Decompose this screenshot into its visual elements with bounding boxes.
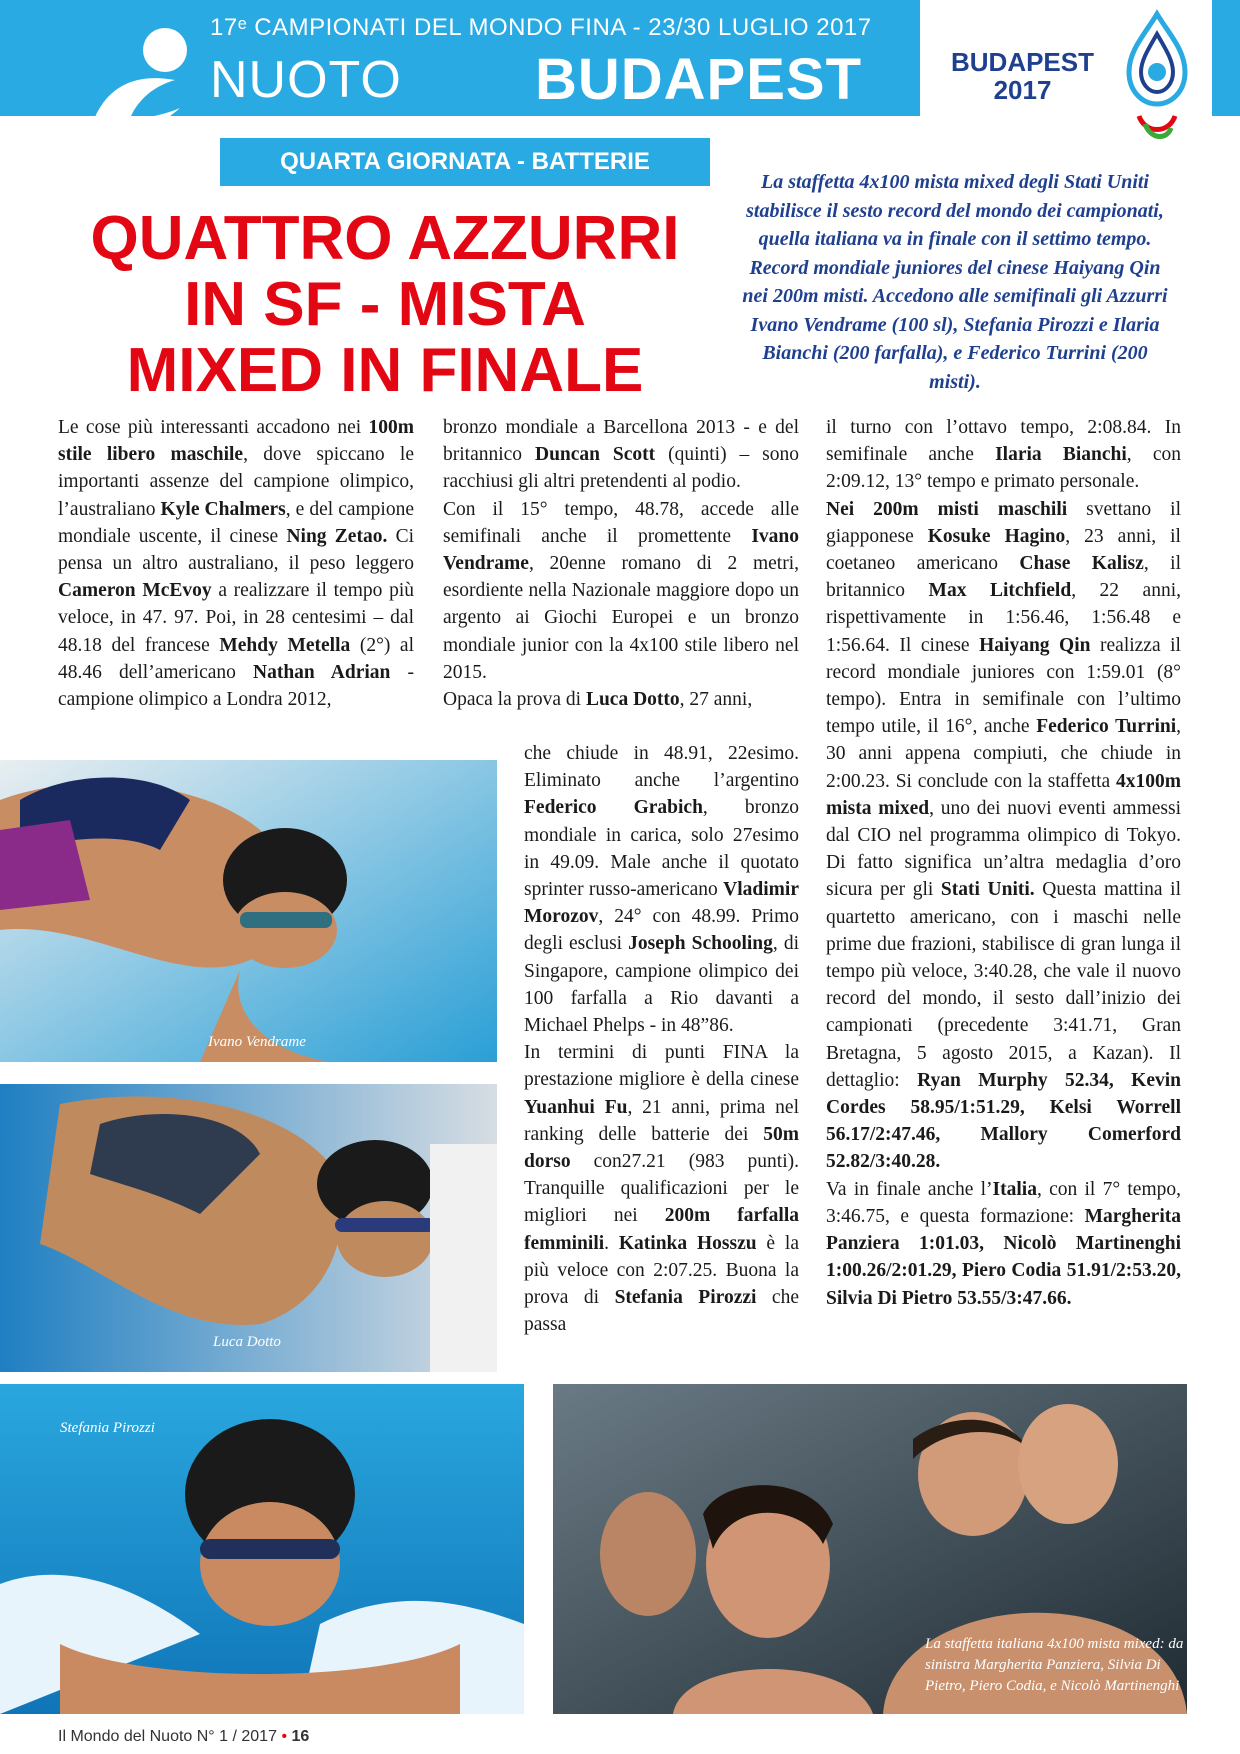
headline-line-2: IN SF - MISTA bbox=[184, 270, 586, 339]
photo-caption: Luca Dotto bbox=[213, 1334, 281, 1350]
photo-caption: Stefania Pirozzi bbox=[60, 1420, 155, 1436]
header-topline: 17ᵉ CAMPIONATI DEL MONDO FINA - 23/30 LUGLIO 2017 bbox=[210, 14, 872, 41]
magazine-issue: Il Mondo del Nuoto N° 1 / 2017 bbox=[58, 1728, 277, 1745]
article-column-1 bbox=[58, 414, 414, 713]
paragraph: Con il 15° tempo, 48.78, accede alle semifinali anche il promettente Ivano Vendrame, 20enne romano di 2 metri, esordiente nella Nazionale maggiore dopo un argento ai Giochi Europei e un bronzo mondiale junior con la 4x100 stile libero nel 2015. bbox=[443, 498, 799, 683]
article-column-2 bbox=[443, 414, 799, 713]
paragraph: bronzo mondiale a Barcellona 2013 - e del britannico Duncan Scott (quinti) – sono racchiusi gli altri pretendenti al podio. bbox=[443, 417, 799, 493]
city-title: BUDAPEST bbox=[535, 47, 863, 112]
budapest-2017-brand bbox=[940, 48, 1105, 104]
article-column-3 bbox=[826, 414, 1181, 1312]
paragraph: Opaca la prova di Luca Dotto, 27 anni, bbox=[443, 689, 753, 711]
page-number: 16 bbox=[291, 1728, 310, 1745]
section-title: NUOTO bbox=[210, 51, 402, 109]
paragraph: Va in finale anche l’Italia, con il 7° tempo, 3:46.75, e questa formazione: Margherita Panziera 1:01.03, Nicolò Martinenghi 1:00.26/2:01.29, Piero Codia 51.91/2:53.20, Silvia Di Pietro 53.55/3:47.66. bbox=[826, 1178, 1181, 1309]
headline-line-1: QUATTRO AZZURRI bbox=[90, 204, 680, 273]
swimmer-logo-icon bbox=[80, 10, 210, 170]
headline bbox=[50, 206, 720, 404]
header-right-strip bbox=[1212, 0, 1240, 116]
fina-budapest-logo-icon bbox=[1115, 8, 1200, 148]
paragraph: Le cose più interessanti accadono nei 100m stile libero maschile, dove spiccano le importanti assenze del campione olimpico, l’australiano Kyle Chalmers, e del campione mondiale uscente, il cinese Ning Zetao. Ci pensa un altro australiano, il peso leggero Cameron McEvoy a realizzare il tempo più veloce, in 47. 97. Poi, in 28 centesimi – dal 48.18 del francese Mehdy Metella (2°) al 48.46 dell’americano Nathan Adrian - campione olimpico a Londra 2012, bbox=[58, 417, 415, 711]
photo-ivano-vendrame bbox=[0, 760, 497, 1062]
paragraph: In termini di punti FINA la prestazione migliore è della cinese Yuanhui Fu, 21 anni, prima nel ranking delle batterie dei 50m dorso con27.21 (983 punti). Tranquille qualificazioni per le migliori nei 200m farfalla femminili. Katinka Hosszu è la più veloce con 2:07.25. Buona la prova di Stefania Pirozzi che passa bbox=[524, 1042, 800, 1336]
headline-line-3: MIXED IN FINALE bbox=[126, 336, 644, 405]
photo-caption: La staffetta italiana 4x100 mista mixed: da sinistra Margherita Panziera, Silvia Di Pietro, Piero Codia, e Nicolò Martinenghi bbox=[925, 1636, 1184, 1694]
brand-city: BUDAPEST bbox=[950, 47, 1094, 77]
lead-paragraph: La staffetta 4x100 mista mixed degli Stati Uniti stabilisce il sesto record del mondo dei campionati, quella italiana va in finale con il settimo tempo. Record mondiale juniores del cinese Haiyang Qin nei 200m misti. Accedono alle semifinali gli Azzurri Ivano Vendrame (100 sl), Stefania Pirozzi e Ilaria Bianchi (200 farfalla), e Federico Turrini (200 misti). bbox=[742, 171, 1168, 393]
photo-caption: Ivano Vendrame bbox=[208, 1034, 306, 1050]
paragraph: Nei 200m misti maschili svettano il giapponese Kosuke Hagino, 23 anni, il coetaneo americano Chase Kalisz, il britannico Max Litchfield, 22 anni, rispettivamente in 1:56.46, 1:56.48 e 1:56.64. Il cinese Haiyang Qin realizza il record mondiale juniores con 1:59.01 (8° tempo). Entra in semifinale con l’ultimo tempo utile, il 16°, anche Federico Turrini, 30 anni appena compiuti, che chiude in 2:00.23. Si conclude con la staffetta 4x100m mista mixed, uno dei nuovi eventi ammessi dal CIO nel programma olimpico di Tokyo. Di fatto significa un’altra medaglia d’oro sicura per gli Stati Uniti. Questa mattina il quartetto americano, con i maschi nelle prime due frazioni, stabilisce di gran lunga il tempo più veloce, 3:40.28, che vale il nuovo record del mondo, il sesto dall’inizio dei campionati (precedente 3:41.71, Gran Bretagna, 5 agosto 2015, a Kazan). Il dettaglio: Ryan Murphy 52.34, Kevin Cordes 58.95/1:51.29, Kelsi Worrell 56.17/2:47.46, Mallory Comerford 52.82/3:40.28. bbox=[826, 498, 1181, 1173]
paragraph: che chiude in 48.91, 22esimo. Eliminato anche l’argentino Federico Grabich, bronzo mondiale in carica, solo 27esimo in 49.09. Male anche il quotato sprinter russo-americano Vladimir Morozov, 24° con 48.99. Primo degli esclusi Joseph Schooling, di Singapore, campione olimpico dei 100 farfalla a Rio davanti a Michael Phelps - in 48”86. bbox=[524, 743, 799, 1037]
page-footer bbox=[58, 1728, 309, 1746]
paragraph: il turno con l’ottavo tempo, 2:08.84. In semifinale anche Ilaria Bianchi, con 2:09.12, 13° tempo e primato personale. bbox=[826, 417, 1181, 493]
footer-bullet: • bbox=[281, 1728, 288, 1745]
article-column-2-continued bbox=[524, 740, 799, 1338]
day-bar: QUARTA GIORNATA - BATTERIE bbox=[220, 138, 710, 186]
brand-year: 2017 bbox=[993, 75, 1052, 105]
photo-luca-dotto bbox=[0, 1084, 497, 1372]
